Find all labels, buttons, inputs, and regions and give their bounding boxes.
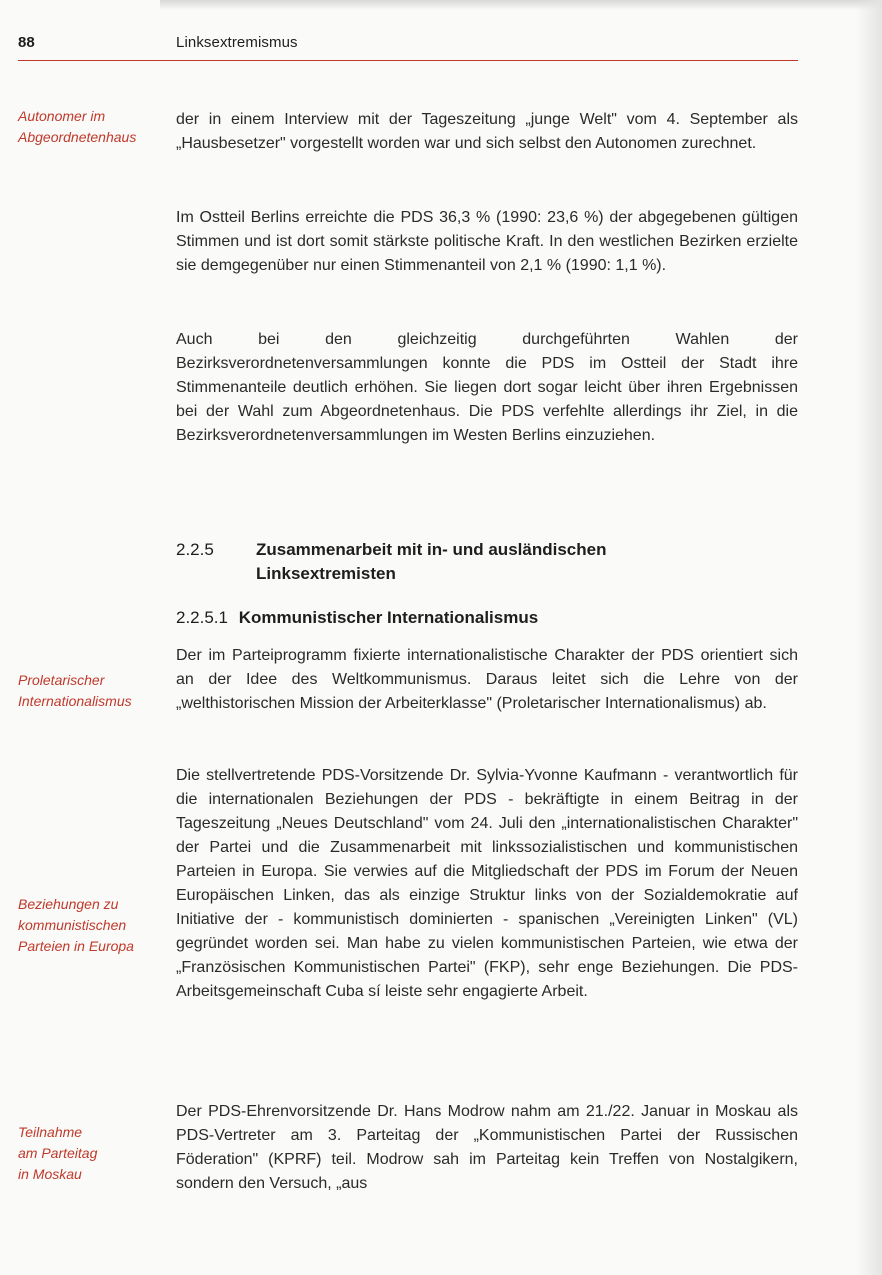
subsection-heading (176, 606, 798, 630)
paragraph-6 (176, 1100, 798, 1196)
paragraph-5 (176, 764, 798, 1004)
margin-note-autonomer (18, 106, 170, 148)
paragraph-text: der in einem Interview mit der Tageszeitung „junge Welt" vom 4. September als „Hausbesetzer" vorgestellt worden war und sich selbst den Autonomen zurechnet. (176, 111, 798, 152)
subsection-number: 2.2.5.1 (176, 608, 228, 627)
paragraph-text: Die stellvertretende PDS-Vorsitzende Dr. Sylvia-Yvonne Kaufmann - verantwortlich für die internationalen Beziehungen der PDS - bekräftigte in einem Beitrag in der Tageszeitung „Neues Deutschland" vom 24. Juli den „internationalistischen Charakter" der Partei und die Zusammenarbeit mit linkssozialistischen und kommunistischen Parteien in Europa. Sie verwies auf die Mitgliedschaft der PDS im Forum der Neuen Europäischen Linken, das als einzige Struktur links von der Sozialdemokratie auf Initiative der - kommunistisch dominierten - spanischen „Vereinigten Linken" (VL) gegründet worden sei. Man habe zu vielen kommunistischen Parteien, wie etwa der „Französischen Kommunistischen Partei" (FKP), sehr enge Beziehungen. Die PDS-Arbeitsgemeinschaft Cuba sí leiste sehr engagierte Arbeit. (176, 767, 798, 1000)
margin-note-beziehungen (18, 894, 170, 957)
section-number: 2.2.5 (176, 540, 214, 559)
margin-note-line: Abgeordnetenhaus (18, 129, 137, 145)
margin-note-line: Proletarischer (18, 672, 105, 688)
subsection-title: Kommunistischer Internationalismus (238, 608, 539, 627)
paragraph-text: Der PDS-Ehrenvorsitzende Dr. Hans Modrow nahm am 21./22. Januar in Moskau als PDS-Vertreter am 3. Parteitag der „Kommunistischen Partei der Russischen Föderation" (KPRF) teil. Modrow sah im Parteitag kein Treffen von Nostalgikern, sondern den Versuch, „aus (176, 1103, 798, 1192)
scan-shadow-top (160, 0, 882, 10)
margin-note-line: Internationalismus (18, 693, 132, 709)
margin-note-line: Beziehungen zu (18, 896, 119, 912)
margin-note-line: Teilnahme (18, 1124, 83, 1140)
scan-shadow-right (856, 0, 882, 1275)
margin-note-line: am Parteitag (18, 1145, 98, 1161)
margin-note-line: Parteien in Europa (18, 938, 134, 954)
running-title: Linksextremismus (176, 34, 298, 51)
paragraph-1 (176, 108, 798, 156)
margin-note-teilnahme (18, 1122, 170, 1185)
page-header (18, 34, 798, 61)
margin-note-line: Autonomer im (18, 108, 106, 124)
page-number: 88 (18, 34, 35, 51)
paragraph-4 (176, 644, 798, 716)
margin-note-proletarischer (18, 670, 170, 712)
section-title-line-1: Zusammenarbeit mit in- und ausländischen (256, 540, 607, 559)
section-title-line-2: Linksextremisten (256, 564, 396, 583)
paragraph-2 (176, 206, 798, 278)
paragraph-text: Der im Parteiprogramm fixierte internationalistische Charakter der PDS orientiert sich an der Idee des Weltkommunismus. Daraus leitet sich die Lehre von der „welthistorischen Mission der Arbeiterklasse" (Proletarischer Internationalismus) ab. (176, 647, 798, 712)
margin-note-line: kommunistischen (18, 917, 127, 933)
paragraph-text: Im Ostteil Berlins erreichte die PDS 36,3 % (1990: 23,6 %) der abgegebenen gültigen Stimmen und ist dort somit stärkste politische Kraft. In den westlichen Bezirken erzielte sie demgegenüber nur einen Stimmenanteil von 2,1 % (1990: 1,1 %). (176, 209, 798, 274)
margin-note-line: in Moskau (18, 1166, 82, 1182)
section-heading (176, 538, 798, 586)
paragraph-3 (176, 328, 798, 448)
paragraph-text: Auch bei den gleichzeitig durchgeführten Wahlen der Bezirksverordnetenversammlungen konnte die PDS im Ostteil der Stadt ihre Stimmenanteile deutlich erhöhen. Sie liegen dort sogar leicht über ihren Ergebnissen bei der Wahl zum Abgeordnetenhaus. Die PDS verfehlte allerdings ihr Ziel, in die Bezirksverordnetenversammlungen im Westen Berlins einzuziehen. (176, 331, 798, 444)
